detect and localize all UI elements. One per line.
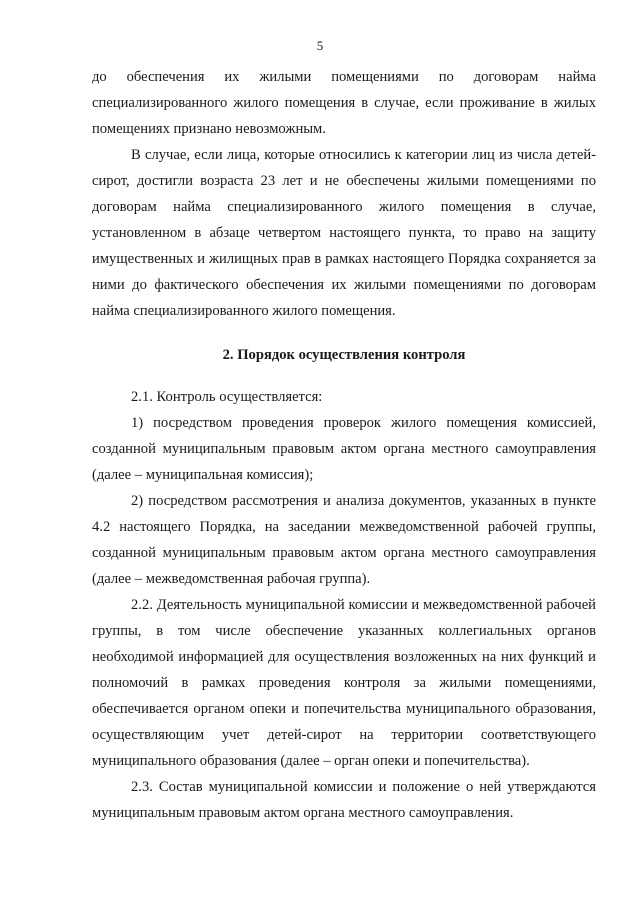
paragraph: В случае, если лица, которые относились к категории лиц из числа детей-сирот, достигли возраста 23 лет и не обеспечены жилыми помещениями по договорам найма специализированного жилого помещения в случае, установленном в абзаце четвертом настоящего пункта, то право на защиту имущественных и жилищных прав в рамках настоящего Порядка сохраняется за ними до фактического обеспечения их жилыми помещениями по договорам найма специализированного жилого помещения.: [92, 147, 596, 319]
paragraph-item-2-2: 2.2. Деятельность муниципальной комиссии и межведомственной рабочей группы, в том числе обеспечение указанных коллегиальных органов необходимой информацией для осуществления возложенных на них функций и полномочий в рамках проведения контроля за жилыми помещениями, обеспечивается органом опеки и попечительства муниципального образования, осуществляющим учет детей-сирот на территории соответствующего муниципального образования (далее – орган опеки и попечительства).: [92, 597, 596, 769]
page-number: 5: [316, 38, 324, 53]
document-body: [92, 64, 596, 826]
paragraph-continuation: до обеспечения их жилыми помещениями по договорам найма специализированного жилого помещения в случае, если проживание в жилых помещениях признано невозможным.: [92, 69, 596, 137]
paragraph-item-2: 2) посредством рассмотрения и анализа документов, указанных в пункте 4.2 настоящего Порядка, на заседании межведомственной рабочей группы, созданной муниципальным правовым актом органа местного самоуправления (далее – межведомственная рабочая группа).: [92, 493, 596, 587]
paragraph-item-2-3: 2.3. Состав муниципальной комиссии и положение о ней утверждаются муниципальным правовым актом органа местного самоуправления.: [92, 779, 596, 821]
section-heading: 2. Порядок осуществления контроля: [222, 347, 466, 363]
paragraph-item-2-1: 2.1. Контроль осуществляется:: [131, 389, 323, 405]
paragraph-item-1: 1) посредством проведения проверок жилого помещения комиссией, созданной муниципальным правовым актом органа местного самоуправления (далее – муниципальная комиссия);: [92, 415, 596, 483]
